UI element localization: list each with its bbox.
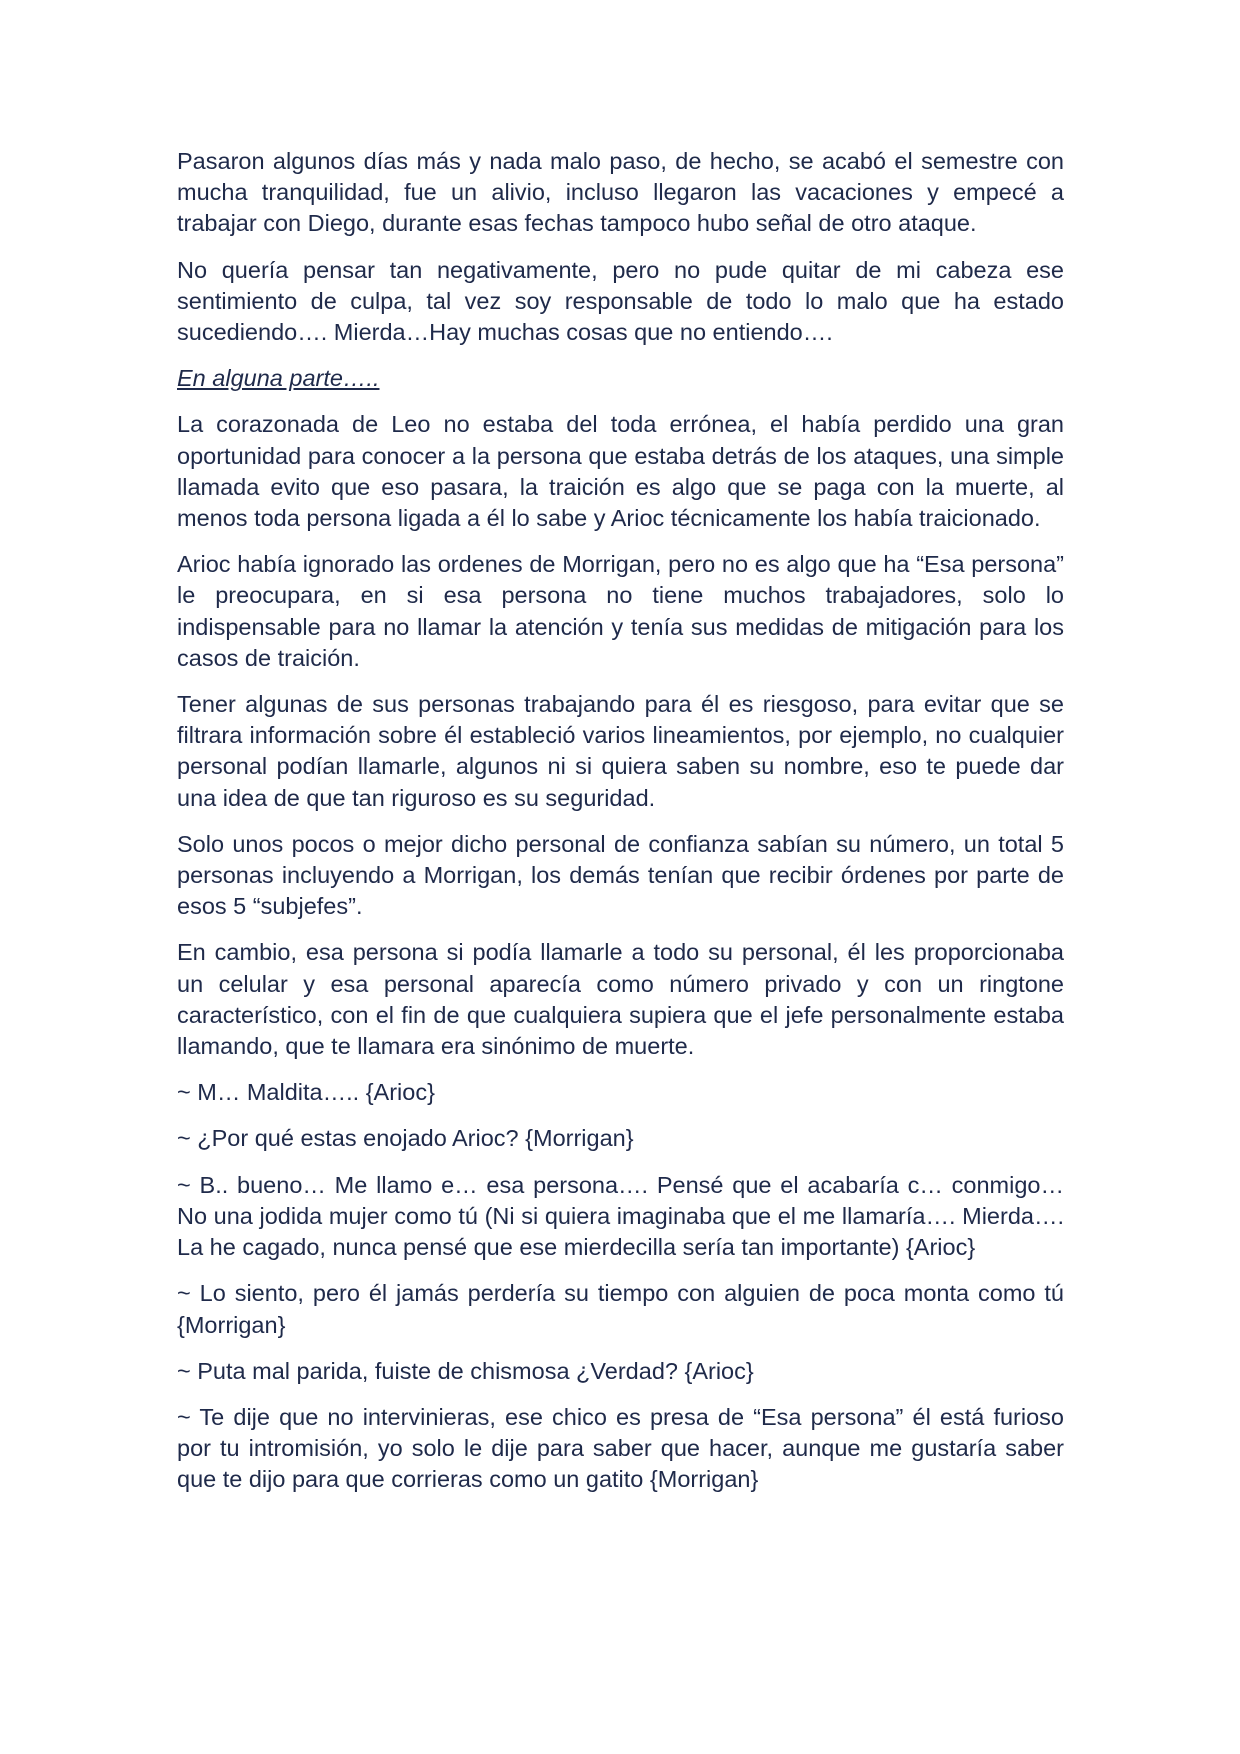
section-heading: En alguna parte….. [177, 365, 380, 392]
dialogue-line: ~ Te dije que no intervinieras, ese chico es presa de “Esa persona” él está furioso por tu intromisión, yo solo le dije para saber que hacer, aunque me gustaría saber que te dijo para que corrieras como un gatito {Morrigan} [177, 1403, 1064, 1493]
paragraph: Pasaron algunos días más y nada malo paso, de hecho, se acabó el semestre con mucha tranquilidad, fue un alivio, incluso llegaron las vacaciones y empecé a trabajar con Diego, durante esas fechas tampoco hubo señal de otro ataque. [177, 148, 1064, 237]
paragraph: Tener algunas de sus personas trabajando para él es riesgoso, para evitar que se filtrara información sobre él estableció varios lineamientos, por ejemplo, no cualquier personal podían llamarle, algunos ni si quiera saben su nombre, eso te puede dar una idea de que tan riguroso es su seguridad. [177, 691, 1064, 811]
dialogue-line: ~ Lo siento, pero él jamás perdería su tiempo con alguien de poca monta como tú {Morrigan} [177, 1280, 1064, 1338]
dialogue-line: ~ ¿Por qué estas enojado Arioc? {Morrigan} [177, 1125, 634, 1152]
document-page [177, 146, 1064, 1511]
paragraph: Solo unos pocos o mejor dicho personal de confianza sabían su número, un total 5 personas incluyendo a Morrigan, los demás tenían que recibir órdenes por parte de esos 5 “subjefes”. [177, 830, 1064, 920]
paragraph: La corazonada de Leo no estaba del toda errónea, el había perdido una gran oportunidad para conocer a la persona que estaba detrás de los ataques, una simple llamada evito que eso pasara, la traición es algo que se paga con la muerte, al menos toda persona ligada a él lo sabe y Arioc técnicamente los había traicionado. [177, 411, 1064, 532]
dialogue-line: ~ Puta mal parida, fuiste de chismosa ¿Verdad? {Arioc} [177, 1357, 754, 1384]
paragraph: No quería pensar tan negativamente, pero no pude quitar de mi cabeza ese sentimiento de culpa, tal vez soy responsable de todo lo malo que ha estado sucediendo…. Mierda…Hay muchas cosas que no entiendo…. [177, 256, 1064, 346]
paragraph: Arioc había ignorado las ordenes de Morrigan, pero no es algo que ha “Esa persona” le preocupara, en si esa persona no tiene muchos trabajadores, solo lo indispensable para no llamar la atención y tenía sus medidas de mitigación para los casos de traición. [177, 551, 1064, 671]
dialogue-line: ~ M… Maldita….. {Arioc} [177, 1079, 435, 1106]
paragraph: En cambio, esa persona si podía llamarle a todo su personal, él les proporcionaba un celular y esa personal aparecía como número privado y con un ringtone característico, con el fin de que cualquiera supiera que el jefe personalmente estaba llamando, que te llamara era sinónimo de muerte. [177, 939, 1064, 1060]
dialogue-line: ~ B.. bueno… Me llamo e… esa persona…. Pensé que el acabaría c… conmigo… No una jodida mujer como tú (Ni si quiera imaginaba que el me llamaría…. Mierda…. La he cagado, nunca pensé que ese mierdecilla sería tan importante) {Arioc} [177, 1171, 1064, 1261]
